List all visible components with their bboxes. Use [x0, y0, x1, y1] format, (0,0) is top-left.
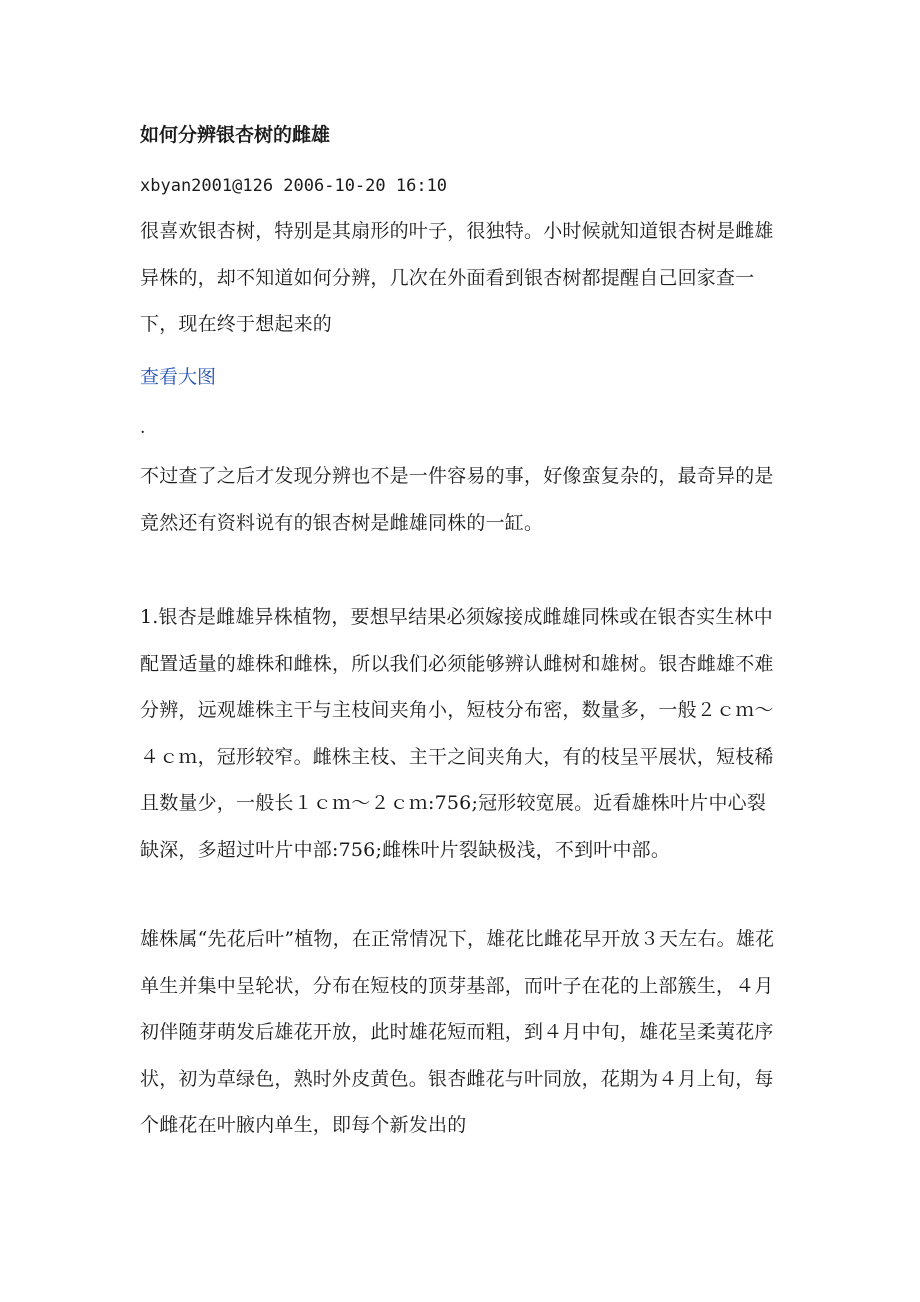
paragraph-4: 雄株属“先花后叶”植物，在正常情况下，雄花比雌花早开放３天左右。雄花单生并集中呈轮状，分布在短枝的顶芽基部，而叶子在花的上部簇生，４月初伴随芽萌发后雄花开放，此时雄花短而粗，到４月中旬，雄花呈柔荑花序状，初为草绿色，熟时外皮黄色。银杏雌花与叶同放，花期为４月上旬，每个雌花在叶腋内单生，即每个新发出的 — [140, 928, 775, 1136]
paragraph-2: 不过查了之后才发现分辨也不是一件容易的事，好像蛮复杂的，最奇异的是竟然还有资料说有的银杏树是雌雄同株的一缸。 — [140, 465, 774, 534]
separator-dot: . — [140, 418, 146, 438]
intro-paragraph: 很喜欢银杏树，特别是其扇形的叶子，很独特。小时候就知道银杏树是雌雄异株的，却不知道如何分辨，几次在外面看到银杏树都提醒自己回家查一下，现在终于想起来的 — [140, 220, 774, 335]
article-title: 如何分辨银杏树的雌雄 — [140, 124, 331, 146]
view-large-image-link[interactable]: 查看大图 — [140, 366, 217, 388]
article-meta: xbyan2001@126 2006-10-20 16:10 — [140, 176, 448, 196]
paragraph-3: 1.银杏是雌雄异株植物，要想早结果必须嫁接成雌雄同株或在银杏实生林中配置适量的雄株和雌株，所以我们必须能够辨认雌树和雄树。银杏雌雄不难分辨，远观雄株主干与主枝间夹角小，短枝分布密，数量多，一般２ｃｍ～４ｃｍ，冠形较窄。雌株主枝、主干之间夹角大，有的枝呈平展状，短枝稀且数量少，一般长１ｃｍ～２ｃｍ:756;冠形较宽展。近看雄株叶片中心裂缺深，多超过叶片中部:756;雌株叶片裂缺极浅，不到叶中部。 — [140, 606, 774, 861]
